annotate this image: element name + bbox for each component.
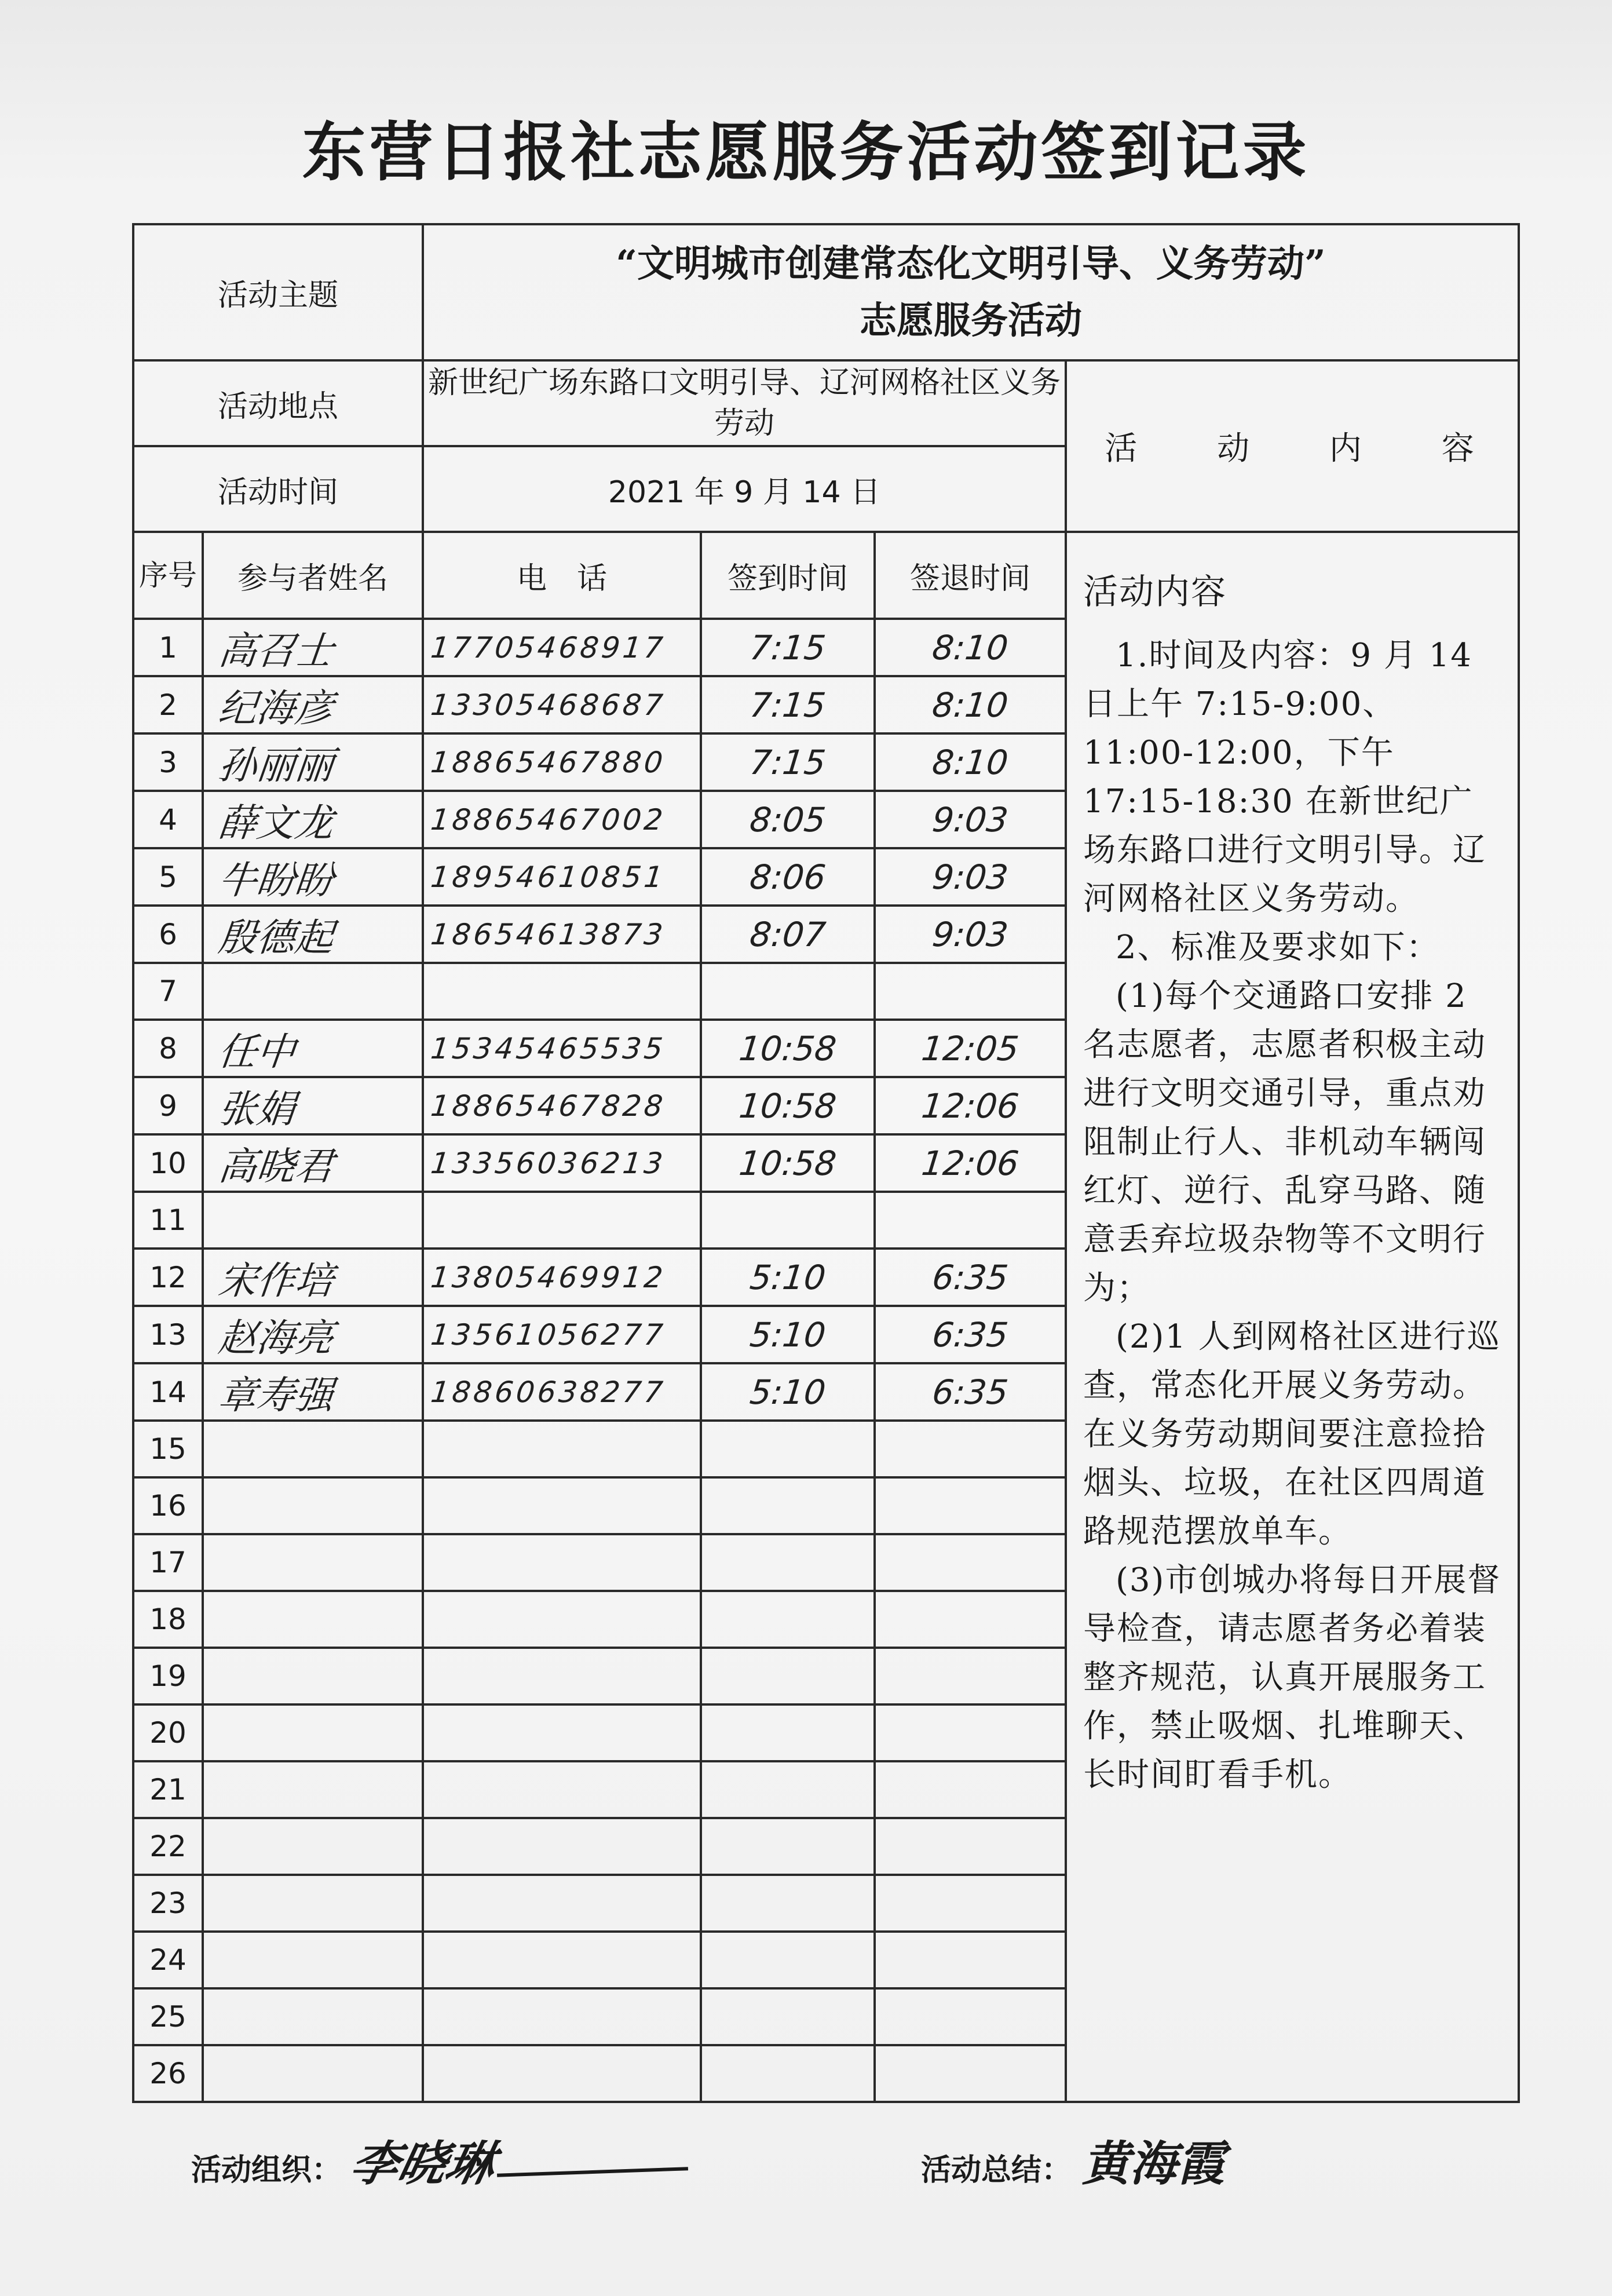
row-seq: 21	[133, 1761, 203, 1818]
col-header-phone: 电 话	[423, 532, 701, 619]
row-seq: 22	[133, 1818, 203, 1875]
row-phone: 18654613873	[420, 906, 704, 963]
row-sign-in: 5:10	[698, 1249, 878, 1306]
row-seq: 14	[133, 1363, 203, 1421]
row-seq: 23	[133, 1875, 203, 1932]
row-sign-in	[698, 1192, 878, 1249]
row-seq: 13	[133, 1306, 203, 1363]
row-sign-out: 9:03	[872, 906, 1069, 963]
row-seq: 7	[133, 963, 203, 1020]
organizer-block	[191, 2126, 688, 2194]
row-seq: 8	[133, 1020, 203, 1077]
location-label: 活动地点	[133, 360, 423, 446]
row-seq: 17	[133, 1534, 203, 1591]
row-seq: 12	[133, 1249, 203, 1306]
row-name: 宋作培	[200, 1249, 426, 1306]
row-seq: 9	[133, 1077, 203, 1134]
theme-label: 活动主题	[133, 224, 423, 360]
row-sign-out: 9:03	[872, 848, 1069, 906]
location-value: 新世纪广场东路口文明引导、辽河网格社区义务劳动	[423, 360, 1066, 446]
col-header-sign-out: 签退时间	[875, 532, 1066, 619]
row-name: 任中	[200, 1020, 426, 1077]
row-sign-in: 8:07	[698, 906, 878, 963]
row-seq: 25	[133, 1988, 203, 2045]
row-sign-out	[872, 1192, 1069, 1249]
row-sign-out: 12:06	[872, 1077, 1069, 1134]
row-sign-in: 8:06	[698, 848, 878, 906]
sign-in-table	[132, 223, 1520, 2103]
row-sign-in: 10:58	[698, 1077, 878, 1134]
row-phone: 18860638277	[420, 1363, 704, 1421]
row-phone: 15345465535	[420, 1020, 704, 1077]
row-sign-out: 8:10	[872, 619, 1069, 676]
row-name	[200, 963, 426, 1020]
row-phone: 17705468917	[420, 619, 704, 676]
row-seq: 3	[133, 733, 203, 791]
time-label: 活动时间	[133, 446, 423, 532]
row-sign-in: 7:15	[698, 733, 878, 791]
content-header: 活 动 内 容	[1066, 360, 1519, 532]
row-seq: 10	[133, 1134, 203, 1192]
row-name: 章寿强	[200, 1363, 426, 1421]
row-phone: 13805469912	[420, 1249, 704, 1306]
row-sign-out: 6:35	[872, 1306, 1069, 1363]
row-seq: 16	[133, 1477, 203, 1534]
row-sign-out: 9:03	[872, 791, 1069, 848]
content-paragraph: 1.时间及内容：9 月 14 日上午 7:15-9:00、11:00-12:00，下午 17:15-18:30 在新世纪广场东路口进行文明引导。辽河网格社区义务劳动。	[1083, 637, 1486, 918]
signature-stroke	[497, 2167, 688, 2177]
row-seq: 11	[133, 1192, 203, 1249]
row-sign-out: 8:10	[872, 733, 1069, 791]
row-sign-in: 7:15	[698, 619, 878, 676]
row-sign-out: 6:35	[872, 1363, 1069, 1421]
row-phone: 18954610851	[420, 848, 704, 906]
row-seq: 15	[133, 1421, 203, 1477]
row-name: 张娟	[200, 1077, 426, 1134]
theme-line-2: 志愿服务活动	[860, 298, 1082, 342]
date-value: 2021 年 9 月 14 日	[423, 446, 1066, 532]
row-seq: 24	[133, 1932, 203, 1988]
row-name: 高晓君	[200, 1134, 426, 1192]
row-sign-in: 10:58	[698, 1020, 878, 1077]
row-sign-out: 6:35	[872, 1249, 1069, 1306]
row-sign-in: 5:10	[698, 1363, 878, 1421]
content-paragraph: (1)每个交通路口安排 2 名志愿者，志愿者积极主动进行文明交通引导，重点劝阻制止行人、非机动车辆闯红灯、逆行、乱穿马路、随意丢弃垃圾杂物等不文明行为；	[1083, 977, 1486, 1307]
row-sign-in: 7:15	[698, 676, 878, 733]
row-sign-in: 8:05	[698, 791, 878, 848]
row-phone	[420, 963, 704, 1020]
row-seq: 20	[133, 1704, 203, 1761]
row-sign-in: 5:10	[698, 1306, 878, 1363]
row-sign-in: 10:58	[698, 1134, 878, 1192]
summary-label: 活动总结：	[921, 2153, 1072, 2188]
content-paragraph: (2)1 人到网格社区进行巡查，常态化开展义务劳动。在义务劳动期间要注意捡拾烟头、垃圾，在社区四周道路规范摆放单车。	[1083, 1318, 1501, 1550]
row-seq: 4	[133, 791, 203, 848]
row-seq: 6	[133, 906, 203, 963]
col-header-seq: 序号	[133, 532, 203, 619]
row-name: 薛文龙	[200, 791, 426, 848]
row-seq: 19	[133, 1648, 203, 1704]
row-sign-out: 12:06	[872, 1134, 1069, 1192]
row-name: 殷德起	[200, 906, 426, 963]
activity-content	[1066, 532, 1519, 2102]
organizer-label: 活动组织：	[191, 2153, 342, 2188]
col-header-name: 参与者姓名	[203, 532, 423, 619]
row-phone: 18865467880	[420, 733, 704, 791]
row-name: 赵海亮	[200, 1306, 426, 1363]
row-sign-in	[698, 963, 878, 1020]
content-paragraph: (3)市创城办将每日开展督导检查，请志愿者务必着装整齐规范，认真开展服务工作，禁止吸烟、扎堆聊天、长时间盯看手机。	[1083, 1561, 1501, 1794]
row-sign-out: 12:05	[872, 1020, 1069, 1077]
theme-line-1: “文明城市创建常态化文明引导、义务劳动”	[616, 242, 1326, 286]
row-seq: 2	[133, 676, 203, 733]
theme-value	[423, 224, 1519, 360]
summary-block	[921, 2126, 1224, 2194]
row-phone: 13561056277	[420, 1306, 704, 1363]
organizer-signature: 李晓琳	[345, 2136, 500, 2192]
row-sign-out: 8:10	[872, 676, 1069, 733]
row-seq: 1	[133, 619, 203, 676]
page-title: 东营日报社志愿服务活动签到记录	[302, 115, 1310, 189]
row-phone: 13356036213	[420, 1134, 704, 1192]
content-title: 活动内容	[1083, 572, 1227, 612]
row-phone: 13305468687	[420, 676, 704, 733]
row-sign-out	[872, 963, 1069, 1020]
content-paragraph: 2、标准及要求如下：	[1116, 929, 1440, 966]
row-name	[200, 1192, 426, 1249]
row-phone: 18865467002	[420, 791, 704, 848]
row-name: 纪海彦	[200, 676, 426, 733]
row-seq: 18	[133, 1591, 203, 1648]
row-name: 高召士	[200, 619, 426, 676]
col-header-sign-in: 签到时间	[701, 532, 875, 619]
row-seq: 26	[133, 2045, 203, 2102]
row-seq: 5	[133, 848, 203, 906]
row-phone: 18865467828	[420, 1077, 704, 1134]
row-phone	[420, 1192, 704, 1249]
summary-signature: 黄海霞	[1082, 2136, 1225, 2192]
row-name: 牛盼盼	[200, 848, 426, 906]
row-name: 孙丽丽	[200, 733, 426, 791]
